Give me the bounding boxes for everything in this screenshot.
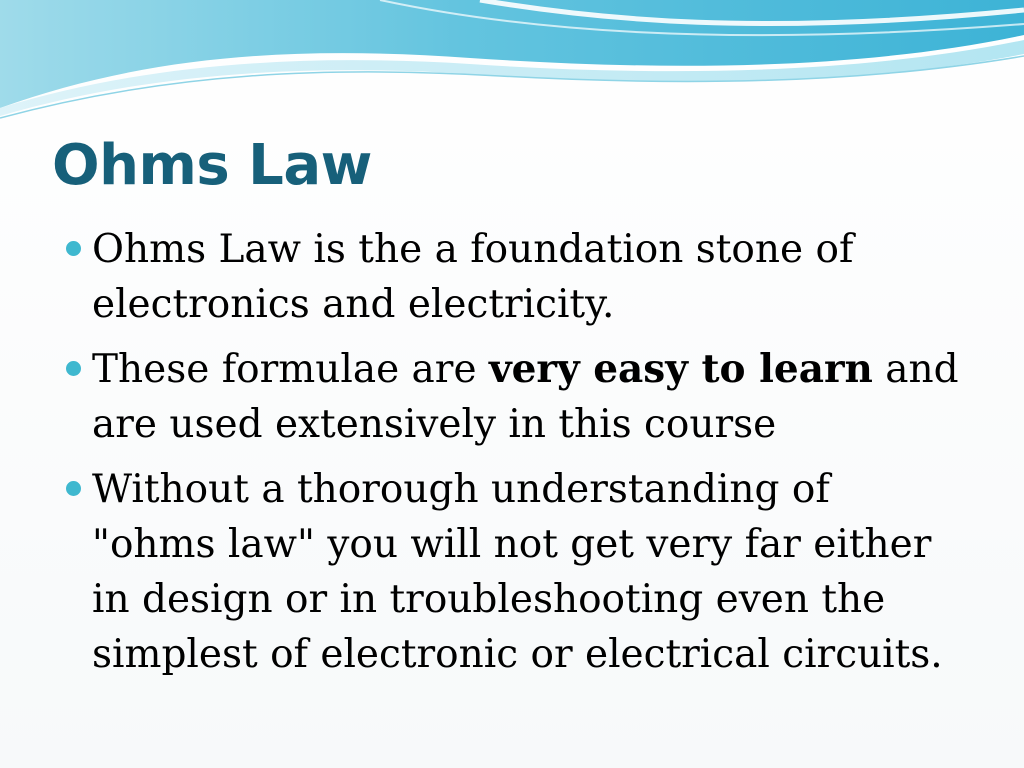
header-wave-decoration [0, 0, 1024, 130]
bullet-dot-icon [66, 241, 81, 256]
bullet-text-after: and are used extensively in this course [92, 347, 959, 447]
bullet-item [64, 462, 964, 682]
bullet-bold-text: very easy to learn [488, 346, 873, 392]
bullet-text: Ohms Law is the a foundation stone of electronics and electricity. [92, 227, 854, 327]
bullet-item [64, 222, 964, 332]
slide-title: Ohms Law [52, 133, 372, 198]
bullet-text: Without a thorough understanding of "ohms law" you will not get very far either in design or in troubleshooting even the simplest of electronic or electrical circuits. [92, 467, 943, 677]
bullet-dot-icon [66, 361, 81, 376]
bullet-list [64, 222, 964, 692]
bullet-dot-icon [66, 481, 81, 496]
bullet-text-before: These formulae are [92, 347, 489, 392]
bullet-item [64, 342, 964, 452]
